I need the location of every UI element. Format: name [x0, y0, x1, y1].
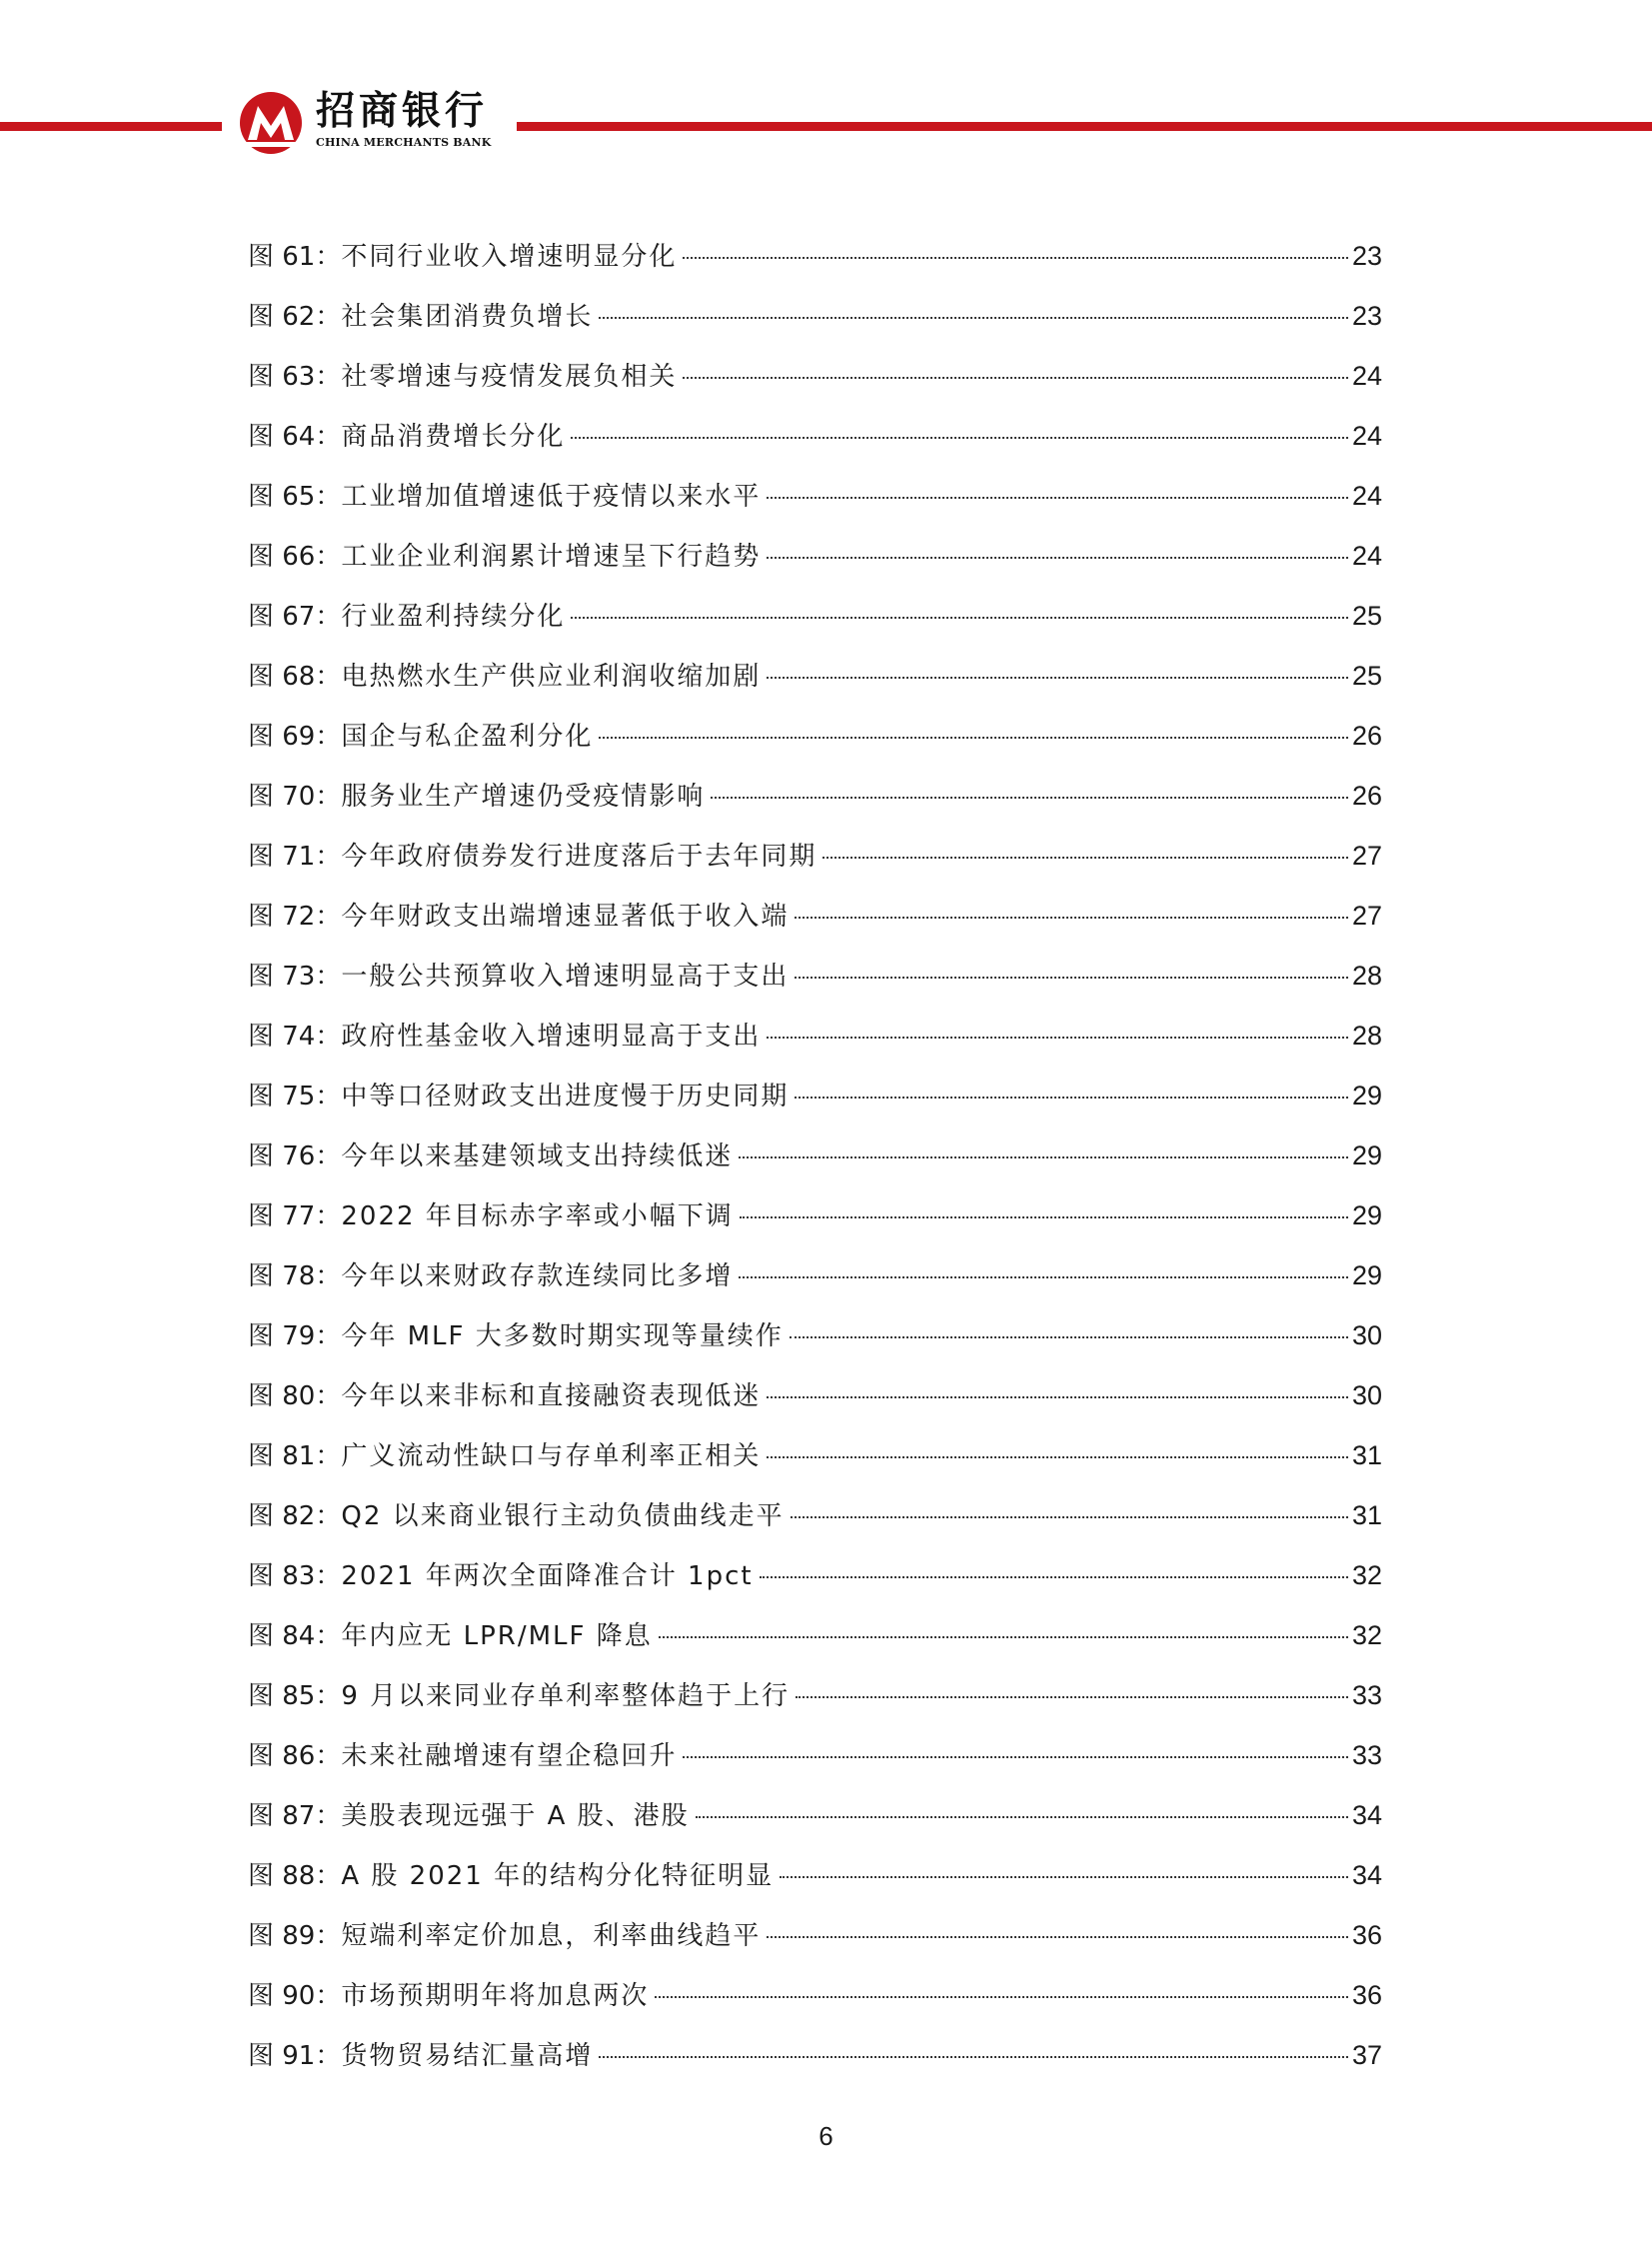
- figure-label: 图 69：: [248, 722, 342, 752]
- dot-leader: [739, 1156, 1348, 1158]
- toc-entry[interactable]: [248, 772, 1382, 832]
- toc-entry[interactable]: [248, 952, 1382, 1012]
- dot-leader: [655, 1996, 1348, 1998]
- page-ref: 24: [1351, 481, 1382, 511]
- header-rule-left: [0, 122, 222, 131]
- figure-label: 图 66：: [248, 542, 342, 572]
- figure-title: 社零增速与疫情发展负相关: [341, 362, 678, 392]
- page-ref: 26: [1351, 721, 1382, 751]
- page-ref: 33: [1351, 1740, 1382, 1770]
- figure-label: 图 81：: [248, 1441, 342, 1471]
- toc-entry[interactable]: [248, 1251, 1382, 1311]
- toc-entry[interactable]: [248, 652, 1382, 712]
- figure-title: 中等口径财政支出进度慢于历史同期: [341, 1082, 790, 1112]
- toc-entry[interactable]: [248, 1012, 1382, 1072]
- figure-title: 未来社融增速有望企稳回升: [341, 1741, 678, 1771]
- page-ref: 28: [1351, 1021, 1382, 1051]
- dot-leader: [659, 1636, 1348, 1638]
- page-ref: 33: [1351, 1680, 1382, 1710]
- page-ref: 29: [1351, 1081, 1382, 1111]
- figure-label: 图 80：: [248, 1381, 342, 1411]
- dot-leader: [795, 1097, 1348, 1099]
- header-rule-right: [517, 122, 1652, 131]
- page-ref: 32: [1351, 1560, 1382, 1590]
- dot-leader: [767, 557, 1348, 559]
- page-ref: 25: [1351, 661, 1382, 691]
- figure-label: 图 63：: [248, 362, 342, 392]
- page-ref: 30: [1351, 1320, 1382, 1350]
- figure-title: 货物贸易结汇量高增: [341, 2041, 594, 2071]
- toc-entry[interactable]: [248, 1971, 1382, 2031]
- toc-entry[interactable]: [248, 1731, 1382, 1791]
- figure-label: 图 83：: [248, 1561, 342, 1591]
- figure-title: 今年政府债券发行进度落后于去年同期: [341, 842, 818, 872]
- figure-label: 图 78：: [248, 1261, 342, 1291]
- figure-label: 图 87：: [248, 1801, 342, 1831]
- page-ref: 28: [1351, 961, 1382, 991]
- page-ref: 23: [1351, 241, 1382, 271]
- dot-leader: [795, 977, 1348, 979]
- toc-entry[interactable]: [248, 1072, 1382, 1131]
- dot-leader: [791, 1516, 1348, 1518]
- toc-entry[interactable]: [248, 2031, 1382, 2091]
- figure-label: 图 71：: [248, 842, 342, 872]
- figure-label: 图 67：: [248, 602, 342, 632]
- toc-entry[interactable]: [248, 232, 1382, 292]
- figure-title: A 股 2021 年的结构分化特征明显: [341, 1861, 775, 1891]
- toc-entry[interactable]: [248, 352, 1382, 412]
- figure-title: 商品消费增长分化: [341, 422, 566, 452]
- dot-leader: [599, 2056, 1348, 2058]
- figure-title: 今年以来财政存款连续同比多增: [341, 1261, 734, 1291]
- page-ref: 34: [1351, 1860, 1382, 1890]
- figure-title: 一般公共预算收入增速明显高于支出: [341, 962, 790, 992]
- figure-title: 今年 MLF 大多数时期实现等量续作: [341, 1321, 784, 1351]
- figure-title: 今年财政支出端增速显著低于收入端: [341, 902, 790, 932]
- dot-leader: [767, 1936, 1348, 1938]
- figure-label: 图 65：: [248, 482, 342, 512]
- page-ref: 37: [1351, 2040, 1382, 2070]
- toc-entry[interactable]: [248, 592, 1382, 652]
- dot-leader: [739, 1276, 1348, 1278]
- figure-label: 图 72：: [248, 902, 342, 932]
- dot-leader: [599, 737, 1348, 739]
- figure-label: 图 84：: [248, 1621, 342, 1651]
- page-ref: 25: [1351, 601, 1382, 631]
- figure-title: 行业盈利持续分化: [341, 602, 566, 632]
- toc-entry[interactable]: [248, 472, 1382, 532]
- page-ref: 23: [1351, 301, 1382, 331]
- figure-label: 图 91：: [248, 2041, 342, 2071]
- figure-title: 年内应无 LPR/MLF 降息: [341, 1621, 653, 1651]
- figure-label: 图 74：: [248, 1022, 342, 1052]
- figure-title: 工业增加值增速低于疫情以来水平: [341, 482, 762, 512]
- figure-label: 图 68：: [248, 662, 342, 692]
- toc-entry[interactable]: [248, 1311, 1382, 1371]
- figure-label: 图 90：: [248, 1981, 342, 2011]
- figure-title: 9 月以来同业存单利率整体趋于上行: [341, 1681, 791, 1711]
- figure-title: 2021 年两次全面降准合计 1pct: [341, 1561, 754, 1591]
- page-ref: 31: [1351, 1440, 1382, 1470]
- figure-title: 短端利率定价加息，利率曲线趋平: [341, 1921, 762, 1951]
- toc-entry[interactable]: [248, 892, 1382, 952]
- dot-leader: [571, 617, 1348, 619]
- bank-name-en: CHINA MERCHANTS BANK: [316, 136, 492, 149]
- page-ref: 30: [1351, 1380, 1382, 1410]
- figure-label: 图 86：: [248, 1741, 342, 1771]
- dot-leader: [696, 1816, 1348, 1818]
- toc-entry[interactable]: [248, 412, 1382, 472]
- page-ref: 26: [1351, 781, 1382, 811]
- bank-logo: [236, 90, 511, 156]
- figure-list: [248, 232, 1382, 2091]
- figure-title: 市场预期明年将加息两次: [341, 1981, 650, 2011]
- dot-leader: [711, 797, 1348, 799]
- dot-leader: [767, 1456, 1348, 1458]
- page-ref: 24: [1351, 361, 1382, 391]
- dot-leader: [795, 917, 1348, 919]
- figure-title: 政府性基金收入增速明显高于支出: [341, 1022, 762, 1052]
- dot-leader: [571, 437, 1348, 439]
- toc-entry[interactable]: [248, 1371, 1382, 1431]
- toc-entry[interactable]: [248, 1131, 1382, 1191]
- page-ref: 24: [1351, 541, 1382, 571]
- figure-title: 美股表现远强于 A 股、港股: [341, 1801, 690, 1831]
- toc-entry[interactable]: [248, 832, 1382, 892]
- figure-title: Q2 以来商业银行主动负债曲线走平: [341, 1501, 785, 1531]
- dot-leader: [767, 497, 1348, 499]
- figure-title: 电热燃水生产供应业利润收缩加剧: [341, 662, 762, 692]
- figure-label: 图 61：: [248, 242, 342, 272]
- figure-label: 图 77：: [248, 1201, 342, 1231]
- figure-title: 服务业生产增速仍受疫情影响: [341, 782, 706, 812]
- page-ref: 36: [1351, 1980, 1382, 2010]
- figure-label: 图 76：: [248, 1141, 342, 1171]
- cmb-logo-icon: [236, 90, 306, 156]
- figure-label: 图 89：: [248, 1921, 342, 1951]
- dot-leader: [683, 1756, 1348, 1758]
- figure-title: 工业企业利润累计增速呈下行趋势: [341, 542, 762, 572]
- toc-entry[interactable]: [248, 1431, 1382, 1491]
- dot-leader: [767, 677, 1348, 679]
- figure-title: 2022 年目标赤字率或小幅下调: [341, 1201, 734, 1231]
- figure-label: 图 75：: [248, 1082, 342, 1112]
- figure-label: 图 64：: [248, 422, 342, 452]
- figure-label: 图 79：: [248, 1321, 342, 1351]
- figure-title: 国企与私企盈利分化: [341, 722, 594, 752]
- page-ref: 36: [1351, 1920, 1382, 1950]
- toc-entry[interactable]: [248, 1491, 1382, 1551]
- dot-leader: [790, 1336, 1348, 1338]
- figure-title: 今年以来基建领域支出持续低迷: [341, 1141, 734, 1171]
- figure-title: 不同行业收入增速明显分化: [341, 242, 678, 272]
- dot-leader: [760, 1576, 1348, 1578]
- page-number: 6: [819, 2121, 833, 2151]
- dot-leader: [740, 1216, 1348, 1218]
- dot-leader: [767, 1396, 1348, 1398]
- page-ref: 34: [1351, 1800, 1382, 1830]
- toc-entry[interactable]: [248, 1551, 1382, 1611]
- toc-entry[interactable]: [248, 292, 1382, 352]
- figure-title: 社会集团消费负增长: [341, 302, 594, 332]
- dot-leader: [683, 257, 1348, 259]
- figure-label: 图 70：: [248, 782, 342, 812]
- page-ref: 29: [1351, 1140, 1382, 1170]
- toc-entry[interactable]: [248, 1851, 1382, 1911]
- bank-name-cn: 招商银行: [316, 89, 489, 134]
- page-ref: 29: [1351, 1260, 1382, 1290]
- toc-entry[interactable]: [248, 712, 1382, 772]
- toc-entry[interactable]: [248, 532, 1382, 592]
- figure-label: 图 62：: [248, 302, 342, 332]
- figure-label: 图 82：: [248, 1501, 342, 1531]
- dot-leader: [796, 1696, 1348, 1698]
- page-ref: 32: [1351, 1620, 1382, 1650]
- page-ref: 27: [1351, 841, 1382, 871]
- toc-entry[interactable]: [248, 1911, 1382, 1971]
- page-ref: 24: [1351, 421, 1382, 451]
- page-ref: 27: [1351, 901, 1382, 931]
- toc-entry[interactable]: [248, 1791, 1382, 1851]
- dot-leader: [683, 377, 1348, 379]
- page-ref: 31: [1351, 1500, 1382, 1530]
- figure-label: 图 73：: [248, 962, 342, 992]
- figure-title: 广义流动性缺口与存单利率正相关: [341, 1441, 762, 1471]
- figure-label: 图 85：: [248, 1681, 342, 1711]
- toc-entry[interactable]: [248, 1191, 1382, 1251]
- dot-leader: [767, 1037, 1348, 1039]
- dot-leader: [780, 1876, 1348, 1878]
- dot-leader: [599, 317, 1348, 319]
- page-ref: 29: [1351, 1200, 1382, 1230]
- dot-leader: [823, 857, 1348, 859]
- toc-entry[interactable]: [248, 1611, 1382, 1671]
- toc-entry[interactable]: [248, 1671, 1382, 1731]
- figure-label: 图 88：: [248, 1861, 342, 1891]
- figure-title: 今年以来非标和直接融资表现低迷: [341, 1381, 762, 1411]
